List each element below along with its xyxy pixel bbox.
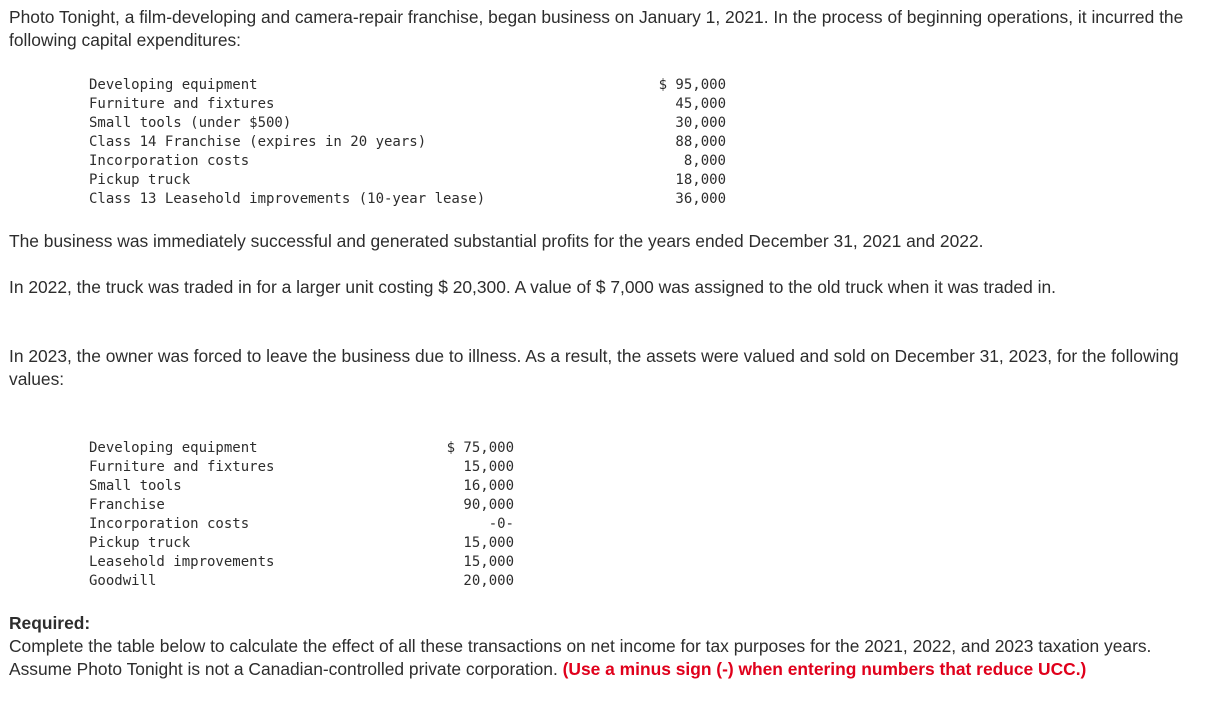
item-label: Goodwill <box>89 573 157 589</box>
item-label: Furniture and fixtures <box>89 459 275 475</box>
item-amount: 45,000 <box>675 96 726 112</box>
truck-trade-paragraph: In 2022, the truck was traded in for a larger unit costing $ 20,300. A value of $ 7,000 was assigned to the old truck when it was traded in. <box>9 277 1056 297</box>
item-amount: 16,000 <box>463 478 514 494</box>
item-label: Franchise <box>89 497 165 513</box>
item-amount: $ 95,000 <box>658 77 726 93</box>
item-label: Pickup truck <box>89 535 191 551</box>
item-amount: 15,000 <box>463 554 514 570</box>
item-label: Leasehold improvements <box>89 554 275 570</box>
item-label: Incorporation costs <box>89 516 250 532</box>
illness-paragraph: In 2023, the owner was forced to leave the business due to illness. As a result, the assets were valued and sold on December 31, 2023, for the following values: <box>9 346 1179 389</box>
item-label: Incorporation costs <box>89 153 250 169</box>
required-heading: Required: <box>9 613 91 633</box>
required-section <box>9 612 1189 681</box>
required-instruction: (Use a minus sign (-) when entering numbers that reduce UCC.) <box>562 659 1087 679</box>
item-amount: 15,000 <box>463 535 514 551</box>
intro-paragraph: Photo Tonight, a film-developing and camera-repair franchise, began business on January 1, 2021. In the process of beginning operations, it incurred the following capital expenditures: <box>9 7 1184 50</box>
success-paragraph: The business was immediately successful and generated substantial profits for the years ended December 31, 2021 and 2022. <box>9 231 984 251</box>
required-text-block <box>9 635 1189 681</box>
item-label: Developing equipment <box>89 77 258 93</box>
item-amount: 20,000 <box>463 573 514 589</box>
item-amount: 88,000 <box>675 134 726 150</box>
item-amount: $ 75,000 <box>446 440 514 456</box>
item-amount: 18,000 <box>675 172 726 188</box>
item-amount: 30,000 <box>675 115 726 131</box>
item-amount: 36,000 <box>675 191 726 207</box>
item-label: Furniture and fixtures <box>89 96 275 112</box>
item-amount: 15,000 <box>463 459 514 475</box>
item-label: Small tools <box>89 478 182 494</box>
item-label: Developing equipment <box>89 440 258 456</box>
item-amount: 90,000 <box>463 497 514 513</box>
item-amount: 8,000 <box>683 153 726 169</box>
item-label: Class 14 Franchise (expires in 20 years) <box>89 134 427 150</box>
required-text: Complete the table below to calculate the effect of all these transactions on net income for tax purposes for the 2021, 2022, and 2023 taxation years. Assume Photo Tonight is not a Canadian-controlled private corporation. <box>9 636 1152 679</box>
item-label: Small tools (under $500) <box>89 115 292 131</box>
item-label: Pickup truck <box>89 172 191 188</box>
item-label: Class 13 Leasehold improvements (10-year lease) <box>89 191 486 207</box>
item-amount: -0- <box>488 516 514 532</box>
